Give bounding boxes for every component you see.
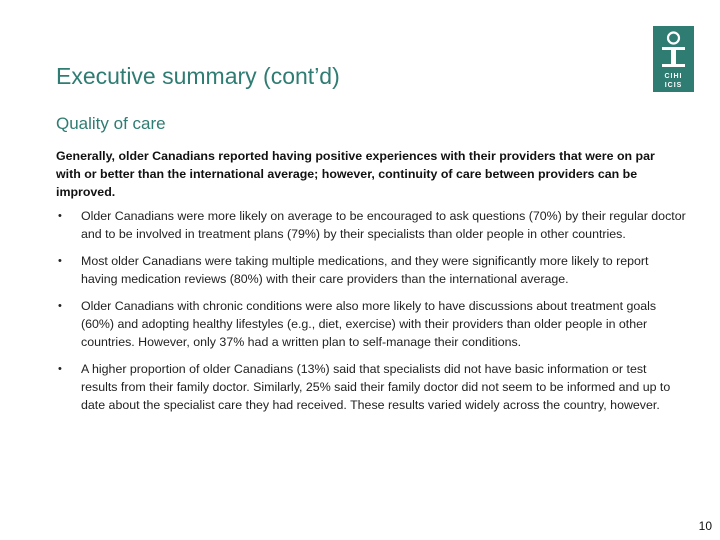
bullet-text: A higher proportion of older Canadians (13%) said that specialists did not have basic information or test results from their family doctor. Similarly, 25% said their family doctor did not seem to be informed and up to date about the specialist care they had received. These results varied widely across the country, however.	[81, 362, 671, 412]
bullet-marker: •	[58, 255, 62, 267]
page-number: 10	[698, 519, 712, 533]
section-subtitle: Quality of care	[56, 114, 166, 133]
bullet-list	[56, 207, 686, 423]
bullet-item	[56, 207, 686, 243]
bullet-text: Older Canadians were more likely on average to be encouraged to ask questions (70%) by their regular doctor and to be involved in treatment plans (79%) by their specialists than older people in other countries.	[81, 209, 686, 241]
page-title: Executive summary (cont’d)	[56, 63, 340, 89]
logo-text-line1: CIHI	[664, 73, 683, 80]
logo-text-line2: ICIS	[664, 82, 683, 89]
bullet-marker: •	[58, 300, 62, 312]
cihi-logo-icon	[653, 26, 694, 92]
bullet-marker: •	[58, 363, 62, 375]
intro-paragraph: Generally, older Canadians reported having positive experiences with their providers that were on par with or better than the international average; however, continuity of care between providers can be improved.	[56, 149, 655, 199]
bullet-text: Most older Canadians were taking multiple medications, and they were significantly more likely to report having medication reviews (80%) with their care providers than the international average.	[81, 254, 649, 286]
bullet-item	[56, 297, 686, 351]
bullet-text: Older Canadians with chronic conditions were also more likely to have discussions about treatment goals (60%) and adopting healthy lifestyles (e.g., diet, exercise) with their providers than older people in other countries. However, only 37% had a written plan to self-manage their conditions.	[81, 299, 657, 349]
bullet-item	[56, 252, 686, 288]
bullet-marker: •	[58, 210, 62, 222]
cihi-logo-graphic	[653, 26, 694, 92]
bullet-item	[56, 360, 686, 414]
